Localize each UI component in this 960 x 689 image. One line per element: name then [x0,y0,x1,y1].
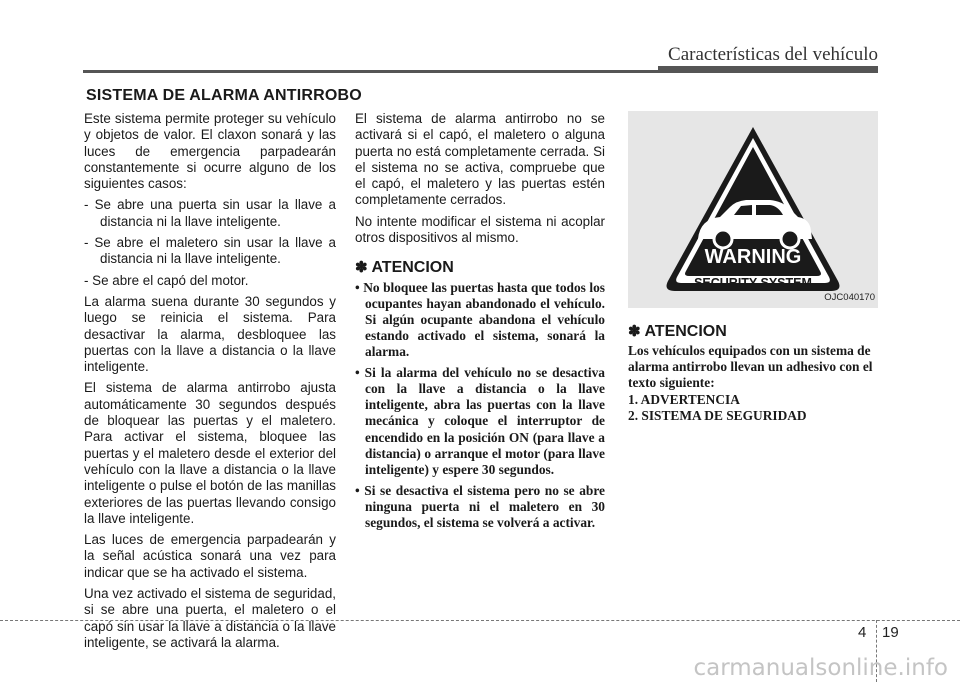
header-rule-accent [658,66,878,73]
security-sticker-image [628,111,878,308]
watermark: carmanualsonline.info [693,655,948,681]
paragraph: El sistema de alarma antirrobo ajusta automáticamente 30 segundos después de bloquear las puertas y el maletero. Para activar el sistema, bloquee las puertas y el maletero desde el exterior del vehículo con la llave a distancia o la llave inteligente o pulse el botón de las manillas exteriores de las puertas llevando consigo la llave inteligente. [84,380,336,526]
case-item: - Se abre el capó del motor. [84,272,249,288]
case-item: - Se abre el maletero sin usar la llave a distancia ni la llave inteligente. [84,235,336,267]
asterisk-icon: ✽ [628,323,641,340]
warning-heading [628,324,878,340]
section-title: SISTEMA DE ALARMA ANTIRROBO [86,87,362,104]
asterisk-icon: ✽ [355,259,368,277]
footer-rule [0,620,960,621]
column-3 [628,111,878,424]
paragraph: El sistema de alarma antirrobo no se activará si el capó, el maletero o alguna puerta no está completamente cerrada. Si el sistema no se activa, compruebe que el capó, el maletero y las puertas estén completamente cerrados. [355,111,605,208]
warning-text [628,343,878,423]
intro-paragraph: Este sistema permite proteger su vehículo y objetos de valor. El claxon sonará y las luces de emergencia parpadearán constantemente si ocurre alguno de los siguientes casos: [84,111,336,192]
warning-text-line: 1. ADVERTENCIA [628,391,740,407]
chapter-number: 4 [858,624,867,641]
warning-bullet: • Si la alarma del vehículo no se desactiva con la llave a distancia o la llave inteligente, abra las puertas con la llave mecánica y coloque el interruptor de encendido en la posición ON (para llave a distancia) o arranque el motor (para llave inteligente) y espere 30 segundos. [355,365,605,477]
warning-bullet: • No bloquee las puertas hasta que todos los ocupantes hayan abandonado el vehículo. Si algún ocupante abandona el vehículo estando activado el sistema, sonará la alarma. [355,279,605,360]
warning-title: ATENCION [644,323,727,340]
paragraph: No intente modificar el sistema ni acoplar otros dispositivos al mismo. [355,213,605,246]
warning-text-line: 2. SISTEMA DE SEGURIDAD [628,407,807,423]
car-alarm-warning-triangle-icon [628,111,878,308]
paragraph: Las luces de emergencia parpadearán y la señal acústica sonará una vez para indicar que se ha activado el sistema. [84,532,336,580]
warning-text-line: Los vehículos equipados con un sistema de alarma antirrobo llevan un adhesivo con el texto siguiente: [628,343,873,391]
page-number: 19 [882,624,899,641]
column-1 [84,111,336,656]
image-code: OJC040170 [824,291,875,303]
warning-bullet: • Si se desactiva el sistema pero no se abre ninguna puerta ni el maletero en 30 segundos, el sistema se volverá a activar. [355,482,605,530]
warning-list [355,280,605,531]
chapter-title: Características del vehículo [668,44,878,65]
case-item: - Se abre una puerta sin usar la llave a distancia ni la llave inteligente. [84,197,336,229]
warning-title: ATENCION [371,259,454,277]
sticker-warning-text: WARNING [704,246,802,268]
paragraph: La alarma suena durante 30 segundos y luego se reinicia el sistema. Para desactivar la alarma, desbloquee las puertas con la llave a distancia o la llave inteligente. [84,293,336,375]
warning-heading [355,260,605,276]
column-2 [355,111,605,536]
sticker-security-text: SECURITY SYSTEM [694,276,812,290]
paragraph: Una vez activado el sistema de seguridad, si se abre una puerta, el maletero o el capó sin usar la llave a distancia o la llave inteligente, se activará la alarma. [84,586,336,650]
